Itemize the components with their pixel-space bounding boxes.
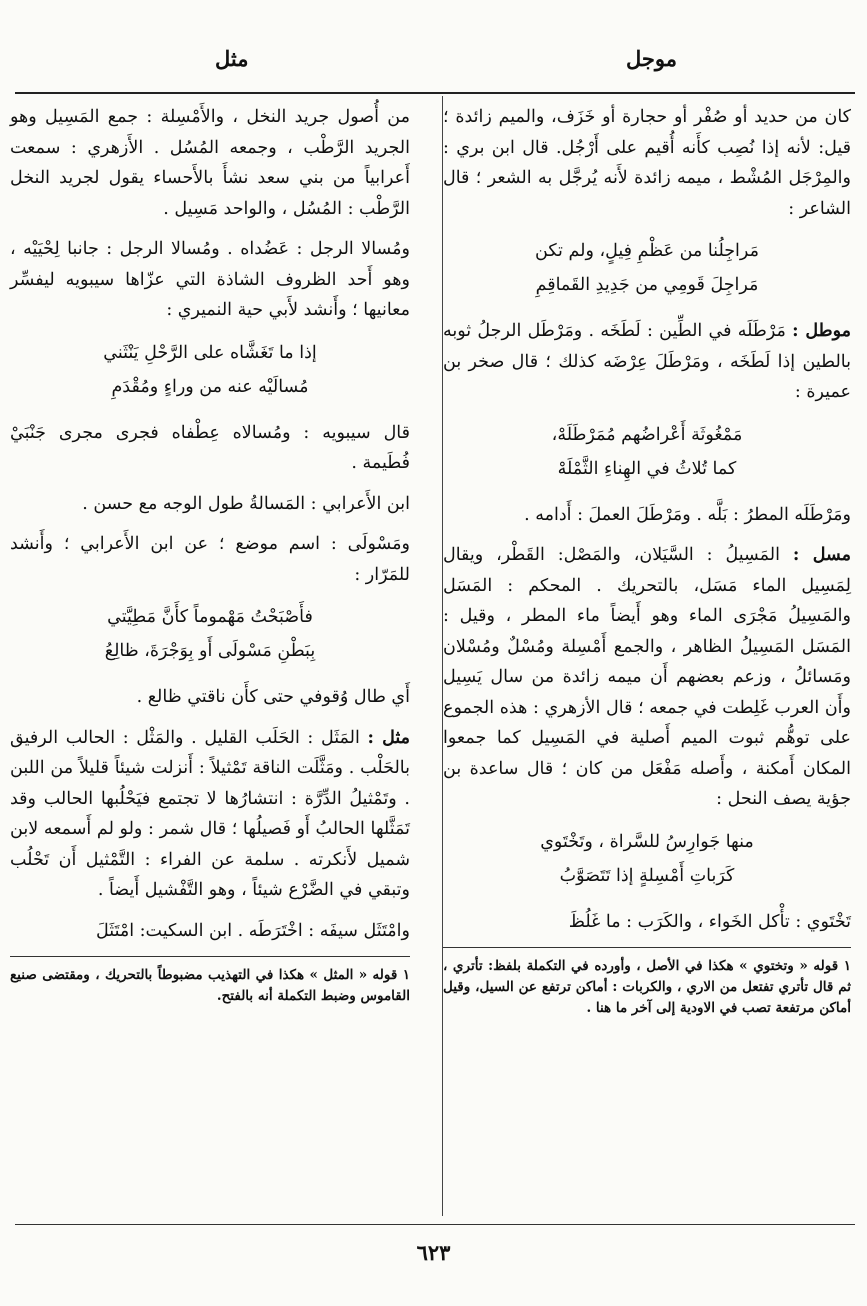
entry-paragraph (443, 316, 851, 408)
entry-paragraph (443, 540, 851, 815)
bottom-rule (15, 1224, 855, 1225)
entry-text: كان من حديد أو صُفْر أو حجارة أو خَزَف، والميم زائدة ؛ قيل: لأنه إذا نُصِب كأَنه أُقيم على أَرْجُل. قال ابن بري : والمِرْجَل المُشْط ، ميمه زائدة لأَنه يُرجَّل به الشعر ؛ قال الشاعر : (443, 107, 851, 219)
entry-paragraph (10, 489, 410, 520)
verse-quote (10, 600, 410, 668)
entry-text: قال سيبويه : ومُسالاه عِطْفاه فجرى مجرى جَنْبَيْ فُطَيمة . (10, 422, 410, 473)
verse-quote (443, 825, 851, 893)
verse-line: فأَصْبَحْتُ مَهْموماً كأَنَّ مَطِيَّتي (107, 607, 313, 627)
top-rule (15, 92, 855, 94)
verse-line: كَرَباتِ أَمْسِلةٍ إذا تَتَصَوَّبُ (559, 865, 735, 886)
verse-line: كما تُلاثُ في الهِناءِ الثَّمْلَهْ (557, 458, 737, 479)
footnote-rule (10, 956, 410, 957)
verse-quote (443, 234, 851, 302)
left-column-body (10, 102, 410, 946)
left-column (10, 102, 424, 1007)
entry-text: المَسِيلُ : السَّيَلان، والمَصْل: القَطْر، ويقال لِمَسِيل الماء مَسَل، بالتحريك . المحكم : المَسَل والمَسِيلُ مَجْرَى الماء وهو أَيضاً ماء المطر ، وقيل : المَسَل المَسِيلُ الظاهر ، والجمع أَمْسِلة ومُسْلٌ ومُسْلان ومَسائلُ ، وزعم بعضهم أَن ميمه زائدة من سال يَسِيل وأَن العرب غَلِطت في جمعه ؛ قال الأزهري : هذه الجموع على توهُّم ثبوت الميم أَصلية في المَسِيل كما جمعوا المكان أَمكنة ، وأَصله مَفْعَل من كان ؛ قال ساعدة بن جؤية يصف النحل : (443, 545, 851, 809)
entry-headword: مثل : (367, 727, 410, 748)
entry-paragraph (10, 234, 410, 326)
verse-line: مُسالَيْه عنه من وراءٍ ومُقْدَمِ (111, 376, 309, 397)
verse-line: مَراجِلَ قَومِي من جَدِيدِ القَماقِمِ (535, 275, 759, 295)
entry-text: وامْتَثَل سيفَه : اخْتَرَطَه . ابن السكيت: امْتَثَلَ (96, 920, 410, 941)
right-footnote: ١ قوله « وتختوي » هكذا في الأصل ، وأورده في التكملة بلفظ: تأتري ، ثم قال تأتري تفتعل من الاري ، والكربات : أماكن ترتفع عن السيل، وقيل أماكن مرتفعة تصب في الاودية إلى آخر ما هنا . (443, 958, 851, 1016)
entry-paragraph (10, 529, 410, 590)
entry-paragraph (10, 916, 410, 947)
verse-line: بِبَطْنِ مَسْولَى أَو بِوَجْرَةَ، ظالِعُ (104, 641, 316, 661)
left-footnote: ١ قوله « المثل » هكذا في التهذيب مضبوطاً بالتحريك ، ومقتضى صنيع القاموس وضبط التكملة أنه بالفتح. (10, 967, 410, 1004)
entry-text: أَي طال وُقوفي حتى كأَن ناقتي ظالع . (136, 687, 410, 707)
entry-text: من أُصول جريد النخل ، والأَمْسِلة : جمع المَسِيل وهو الجريد الرَّطْب ، وجمعه المُسُل . الأَزهري : سمعت أَعرابياً من بني سعد نشأَ بالأَحساء يقول لجريد النخل الرَّطْب : المُسُل ، والواحد مَسِيل . (10, 107, 410, 219)
page-number: ٦٢٣ (416, 1240, 451, 1265)
running-head-right: موجل (626, 46, 677, 71)
entry-paragraph (10, 723, 410, 906)
entry-paragraph (10, 102, 410, 224)
running-head-left: مثل (215, 46, 249, 71)
right-column-body (443, 102, 851, 937)
entry-text: ابن الأَعرابي : المَسالةُ طول الوجه مع حسن . (82, 493, 410, 514)
entry-text: ومُسالا الرجل : عَضُداه . ومُسالا الرجل : جانبا لِحْيَيْه ، وهو أَحد الظروف الشاذة التي عزّاها سيبويه ليفسِّر معانيها ؛ وأَنشد لأَبي حية النميري : (10, 239, 410, 320)
entry-paragraph (443, 500, 851, 531)
footnote-rule (443, 947, 851, 948)
verse-line: منها جَوارِسُ للسَّراة ، وتَخْتَوي (540, 831, 754, 852)
entry-text: ومَرْطَلَه المطرُ : بَلَّه . ومَرْطَلَ العملَ : أَدامه . (524, 504, 851, 525)
entry-paragraph (443, 907, 851, 938)
verse-line: مَراجِلُنا من عَظْمِ فِيلٍ، ولم تكن (535, 241, 759, 261)
entry-paragraph (10, 682, 410, 713)
verse-line: مَمْغُوثَة أَعْراضُهم مُمَرْطَلَهْ، (551, 424, 743, 445)
entry-text: المَثَل : الحَلَب القليل . والمَثْل : الحالب الرفيق بالحَلْب . ومَثَّلَت الناقة تَمْثيلاً : أَنزلت شيئاً قليلاً من اللبن . وتَمْثيلُ الدِّرَّة : انتشارُها لا تجتمع فيَحْلُبها الحالب وقد تَمَثَّلها الحالبُ أَو فَصيلُها ؛ قال شمر : ولو لم أَسمعه لابن شميل لأَنكرته . سلمة عن الفراء : التَّمْثيل أَن تَحْلُب وتبقي في الضَّرْع شيئاً ، وهو التَّفْشيل أَيضاً . (10, 727, 410, 900)
entry-text: ومَسْولَى : اسم موضع ؛ عن ابن الأَعرابي ؛ وأَنشد للمَرّار : (10, 534, 410, 585)
entry-paragraph (10, 418, 410, 479)
right-column (443, 102, 851, 1019)
verse-quote (10, 336, 410, 404)
entry-headword: موطل : (792, 321, 851, 341)
verse-quote (443, 418, 851, 486)
verse-line: إذا ما تَغَشَّاه على الرَّحْلِ يَنْثَني (103, 342, 317, 363)
entry-text: تَخْتَوي : تأْكل الخَواء ، والكَرَب : ما غَلُظَ (568, 911, 851, 932)
entry-paragraph (443, 102, 851, 224)
entry-text: مَرْطَلَه في الطِّين : لَطَخَه . ومَرْطَل الرجلُ ثوبه بالطين إذا لَطَخَه ، ومَرْطَلَ عِرْضَه كذلك ؛ قال صخر بن عميرة : (443, 321, 851, 402)
entry-headword: مسل : (792, 545, 851, 565)
